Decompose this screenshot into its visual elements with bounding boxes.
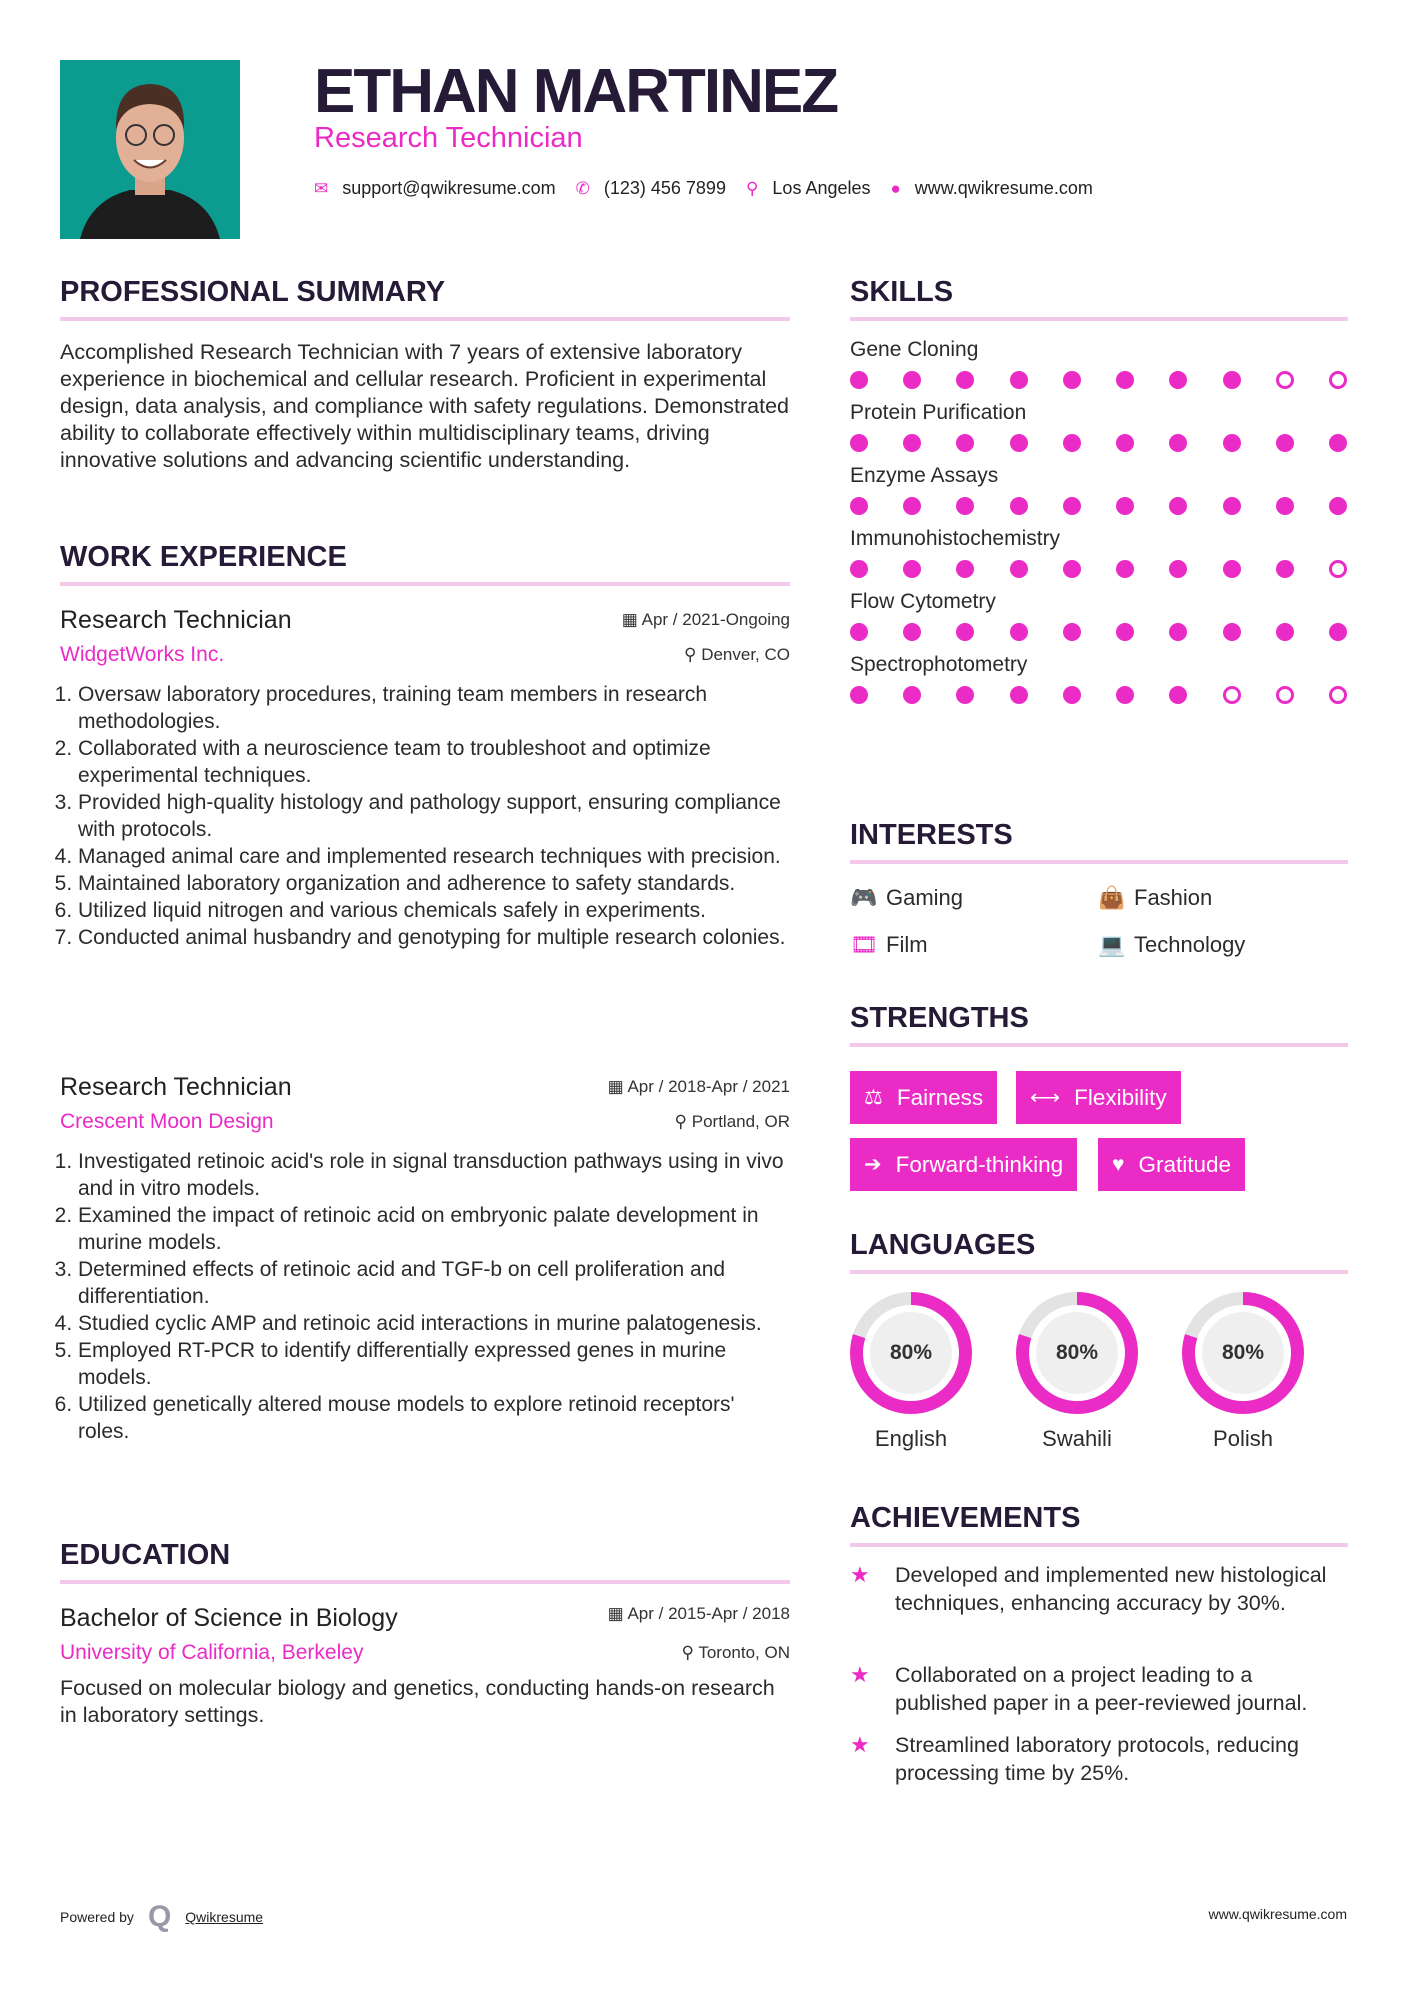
experience-section <box>60 541 790 586</box>
skill-name: Gene Cloning <box>850 338 979 361</box>
candidate-name: ETHAN MARTINEZ <box>314 57 838 126</box>
divider <box>850 860 1348 864</box>
rating-dot-filled <box>956 686 974 704</box>
education-section <box>60 1539 790 1729</box>
rating-dot-filled <box>1063 371 1081 389</box>
rating-dot-filled <box>1223 560 1241 578</box>
rating-dot-filled <box>1116 497 1134 515</box>
arrows-horizontal-icon: ⟷ <box>1030 1086 1061 1109</box>
education-dates <box>608 1604 790 1624</box>
language-name: Polish <box>1213 1426 1273 1451</box>
rating-dot-filled <box>956 371 974 389</box>
section-heading: LANGUAGES <box>850 1229 1036 1261</box>
list-item: 3. Determined effects of retinoic acid and TGF-b on cell proliferation and differentiation. <box>78 1256 790 1310</box>
rating-dot-empty <box>1276 371 1294 389</box>
laptop-icon: 💻 <box>1098 932 1126 957</box>
location-text: Portland, OR <box>691 1112 790 1131</box>
list-item: 2. Collaborated with a neuroscience team to troubleshoot and optimize experimental techniques. <box>78 735 790 789</box>
interests-section <box>850 819 1348 979</box>
job-title: Research Technician <box>60 606 292 634</box>
star-icon: ★ <box>850 1562 870 1587</box>
responsibilities-list <box>60 1148 790 1445</box>
rating-dot-filled <box>1063 623 1081 641</box>
achievement-text: Collaborated on a project leading to a published paper in a peer-reviewed journal. <box>895 1663 1308 1715</box>
rating-dot-filled <box>1010 434 1028 452</box>
location-text: Denver, CO <box>701 645 790 664</box>
company-name: WidgetWorks Inc. <box>60 643 225 666</box>
rating-dot-filled <box>1063 434 1081 452</box>
language-percent: 80% <box>870 1312 952 1394</box>
strength-tag <box>850 1071 997 1124</box>
rating-dot-filled <box>850 497 868 515</box>
rating-dot-filled <box>956 623 974 641</box>
heart-icon: ♥ <box>1112 1152 1125 1176</box>
rating-dot-filled <box>1329 434 1347 452</box>
job-location <box>684 645 790 665</box>
achievements-section <box>850 1502 1348 1802</box>
rating-dot-filled <box>903 686 921 704</box>
language-percent: 80% <box>1036 1312 1118 1394</box>
contact-item: (123) 456 7899 <box>603 178 726 198</box>
gamepad-icon: 🎮 <box>850 885 878 910</box>
rating-dot-filled <box>1010 686 1028 704</box>
achievement-item <box>850 1661 1350 1717</box>
rating-dot-filled <box>1010 560 1028 578</box>
divider <box>850 1270 1348 1274</box>
strengths-section <box>850 1002 1348 1202</box>
rating-dot-filled <box>1116 560 1134 578</box>
languages-section <box>850 1229 1348 1469</box>
language-name: Swahili <box>1042 1426 1112 1451</box>
skill-name: Enzyme Assays <box>850 464 999 487</box>
calendar-icon: ▦ <box>607 1604 628 1623</box>
map-pin-icon: ⚲ <box>745 178 759 198</box>
job-title: Research Technician <box>60 1073 292 1101</box>
company-name: Crescent Moon Design <box>60 1110 274 1133</box>
section-heading: SKILLS <box>850 276 954 308</box>
dates-text: Apr / 2021-Ongoing <box>641 610 790 629</box>
education-description: Focused on molecular biology and genetics, conducting hands-on research in laboratory settings. <box>60 1676 775 1727</box>
list-item: 5. Maintained laboratory organization and adherence to safety standards. <box>78 870 790 897</box>
envelope-icon: ✉ <box>314 178 329 198</box>
rating-dot-filled <box>1010 371 1028 389</box>
rating-dot-empty <box>1276 686 1294 704</box>
list-item: 1. Oversaw laboratory procedures, training team members in research methodologies. <box>78 681 790 735</box>
calendar-icon: ▦ <box>607 1077 628 1096</box>
language-progress-ring <box>850 1292 972 1414</box>
skill-name: Immunohistochemistry <box>850 527 1061 550</box>
rating-dot-filled <box>903 560 921 578</box>
rating-dot-filled <box>1223 497 1241 515</box>
dates-text: Apr / 2018-Apr / 2021 <box>627 1077 790 1096</box>
rating-dot-filled <box>1169 434 1187 452</box>
interest-label: Gaming <box>886 885 964 910</box>
interest-item <box>850 932 928 958</box>
strength-tag <box>1098 1138 1245 1191</box>
rating-dot-filled <box>903 434 921 452</box>
divider <box>850 1043 1348 1047</box>
rating-dot-filled <box>850 434 868 452</box>
qwikresume-logo-icon: Q <box>147 1900 172 1933</box>
pin-icon: ⚲ <box>681 1643 699 1662</box>
skill-name: Flow Cytometry <box>850 590 996 613</box>
star-icon: ★ <box>850 1662 870 1687</box>
rating-dot-filled <box>956 560 974 578</box>
skills-list <box>850 338 1348 704</box>
dates-text: Apr / 2015-Apr / 2018 <box>627 1604 790 1623</box>
footer-powered <box>60 1900 263 1934</box>
interest-label: Film <box>886 932 928 957</box>
skill-rating <box>850 623 1347 641</box>
section-heading: INTERESTS <box>850 819 1013 851</box>
degree: Bachelor of Science in Biology <box>60 1604 398 1632</box>
rating-dot-filled <box>1063 686 1081 704</box>
pin-icon: ⚲ <box>674 1112 692 1131</box>
responsibilities-list <box>60 681 790 951</box>
job-dates <box>608 1077 790 1097</box>
arrow-right-icon: ➔ <box>864 1153 882 1176</box>
achievement-text: Developed and implemented new histological techniques, enhancing accuracy by 30%. <box>895 1563 1327 1615</box>
rating-dot-empty <box>1223 686 1241 704</box>
rating-dot-filled <box>1169 371 1187 389</box>
qwikresume-link[interactable]: Qwikresume <box>185 1909 264 1925</box>
rating-dot-filled <box>1276 434 1294 452</box>
rating-dot-filled <box>1329 623 1347 641</box>
section-heading: EDUCATION <box>60 1539 231 1571</box>
strength-label: Fairness <box>896 1084 984 1110</box>
interest-item <box>850 885 963 911</box>
language-progress-ring <box>1016 1292 1138 1414</box>
rating-dot-filled <box>903 623 921 641</box>
divider <box>850 317 1348 321</box>
candidate-title: Research Technician <box>314 122 583 154</box>
rating-dot-filled <box>903 371 921 389</box>
contact-bar <box>314 178 1113 199</box>
shopping-bag-icon: 👜 <box>1098 885 1126 910</box>
location-text: Toronto, ON <box>698 1643 790 1662</box>
rating-dot-filled <box>956 434 974 452</box>
skill-rating <box>850 560 1347 578</box>
rating-dot-filled <box>850 623 868 641</box>
language-name: English <box>874 1426 948 1451</box>
pin-icon: ⚲ <box>684 645 702 664</box>
job-entry <box>60 1073 790 1445</box>
rating-dot-filled <box>956 497 974 515</box>
job-location <box>675 1112 790 1132</box>
rating-dot-empty <box>1329 686 1347 704</box>
skills-section <box>850 276 1348 716</box>
language-progress-ring <box>1182 1292 1304 1414</box>
skill-rating <box>850 686 1347 704</box>
interest-label: Technology <box>1134 932 1246 957</box>
rating-dot-filled <box>850 560 868 578</box>
rating-dot-empty <box>1329 371 1347 389</box>
rating-dot-filled <box>1169 497 1187 515</box>
divider <box>850 1543 1348 1547</box>
language-percent: 80% <box>1202 1312 1284 1394</box>
interest-label: Fashion <box>1134 885 1213 910</box>
strength-label: Gratitude <box>1138 1151 1232 1177</box>
rating-dot-filled <box>903 497 921 515</box>
list-item: 4. Studied cyclic AMP and retinoic acid interactions in murine palatogenesis. <box>78 1310 790 1337</box>
rating-dot-filled <box>1116 686 1134 704</box>
strength-tag <box>850 1138 1077 1191</box>
footer-website: www.qwikresume.com <box>1208 1906 1347 1922</box>
globe-icon: ● <box>890 178 901 198</box>
section-heading: PROFESSIONAL SUMMARY <box>60 276 446 308</box>
star-icon: ★ <box>850 1732 870 1757</box>
achievement-text: Streamlined laboratory protocols, reducing processing time by 25%. <box>895 1733 1299 1785</box>
list-item: 7. Conducted animal husbandry and genotyping for multiple research colonies. <box>78 924 790 951</box>
divider <box>60 1580 790 1584</box>
list-item: 2. Examined the impact of retinoic acid on embryonic palate development in murine models. <box>78 1202 790 1256</box>
list-item: 6. Utilized liquid nitrogen and various chemicals safely in experiments. <box>78 897 790 924</box>
rating-dot-filled <box>1169 623 1187 641</box>
rating-dot-filled <box>1329 497 1347 515</box>
rating-dot-filled <box>1276 560 1294 578</box>
profile-photo <box>60 60 240 239</box>
summary-section <box>60 276 790 474</box>
rating-dot-filled <box>1223 623 1241 641</box>
rating-dot-filled <box>1223 434 1241 452</box>
skill-name: Spectrophotometry <box>850 653 1028 676</box>
strength-tag <box>1016 1071 1181 1124</box>
rating-dot-filled <box>1276 497 1294 515</box>
rating-dot-filled <box>1010 497 1028 515</box>
film-icon: 🎞 <box>850 932 878 957</box>
phone-icon: ✆ <box>575 178 590 198</box>
school: University of California, Berkeley <box>60 1641 364 1664</box>
section-heading: WORK EXPERIENCE <box>60 541 347 573</box>
rating-dot-filled <box>1116 623 1134 641</box>
skill-rating <box>850 497 1347 515</box>
skill-name: Protein Purification <box>850 401 1027 424</box>
rating-dot-filled <box>1169 686 1187 704</box>
scale-icon: ⚖ <box>864 1086 883 1109</box>
job-dates <box>622 610 790 630</box>
list-item: 5. Employed RT-PCR to identify differentially expressed genes in murine models. <box>78 1337 790 1391</box>
achievement-item <box>850 1731 1350 1787</box>
divider <box>60 317 790 321</box>
calendar-icon: ▦ <box>621 610 642 629</box>
interest-item <box>1098 885 1212 911</box>
rating-dot-filled <box>1169 560 1187 578</box>
list-item: 1. Investigated retinoic acid's role in signal transduction pathways using in vivo and in vitro models. <box>78 1148 790 1202</box>
divider <box>60 582 790 586</box>
list-item: 4. Managed animal care and implemented research techniques with precision. <box>78 843 790 870</box>
rating-dot-filled <box>1063 497 1081 515</box>
list-item: 6. Utilized genetically altered mouse models to explore retinoid receptors' roles. <box>78 1391 790 1445</box>
skill-rating <box>850 371 1347 389</box>
strength-label: Forward-thinking <box>895 1151 1064 1177</box>
section-heading: ACHIEVEMENTS <box>850 1502 1081 1534</box>
rating-dot-filled <box>1116 434 1134 452</box>
contact-item: support@qwikresume.com <box>342 178 556 198</box>
rating-dot-filled <box>1116 371 1134 389</box>
powered-by-text: Powered by <box>60 1909 134 1925</box>
education-location <box>681 1643 790 1663</box>
interest-item <box>1098 932 1245 958</box>
section-heading: STRENGTHS <box>850 1002 1029 1034</box>
summary-text: Accomplished Research Technician with 7 years of extensive laboratory experience in biochemical and cellular research. Proficient in experimental design, data analysis, and compliance with safety regulations. Demonstrated ability to collaborate effectively within multidisciplinary teams, driving innovative solutions and advancing scientific understanding. <box>60 340 790 472</box>
job-entry <box>60 606 790 951</box>
rating-dot-filled <box>1010 623 1028 641</box>
rating-dot-empty <box>1329 560 1347 578</box>
rating-dot-filled <box>850 371 868 389</box>
rating-dot-filled <box>1276 623 1294 641</box>
strength-label: Flexibility <box>1074 1084 1167 1110</box>
contact-item: www.qwikresume.com <box>914 178 1093 198</box>
achievement-item <box>850 1561 1350 1617</box>
rating-dot-filled <box>1223 371 1241 389</box>
rating-dot-filled <box>1063 560 1081 578</box>
skill-rating <box>850 434 1347 452</box>
contact-item: Los Angeles <box>772 178 871 198</box>
list-item: 3. Provided high-quality histology and pathology support, ensuring compliance with protocols. <box>78 789 790 843</box>
rating-dot-filled <box>850 686 868 704</box>
